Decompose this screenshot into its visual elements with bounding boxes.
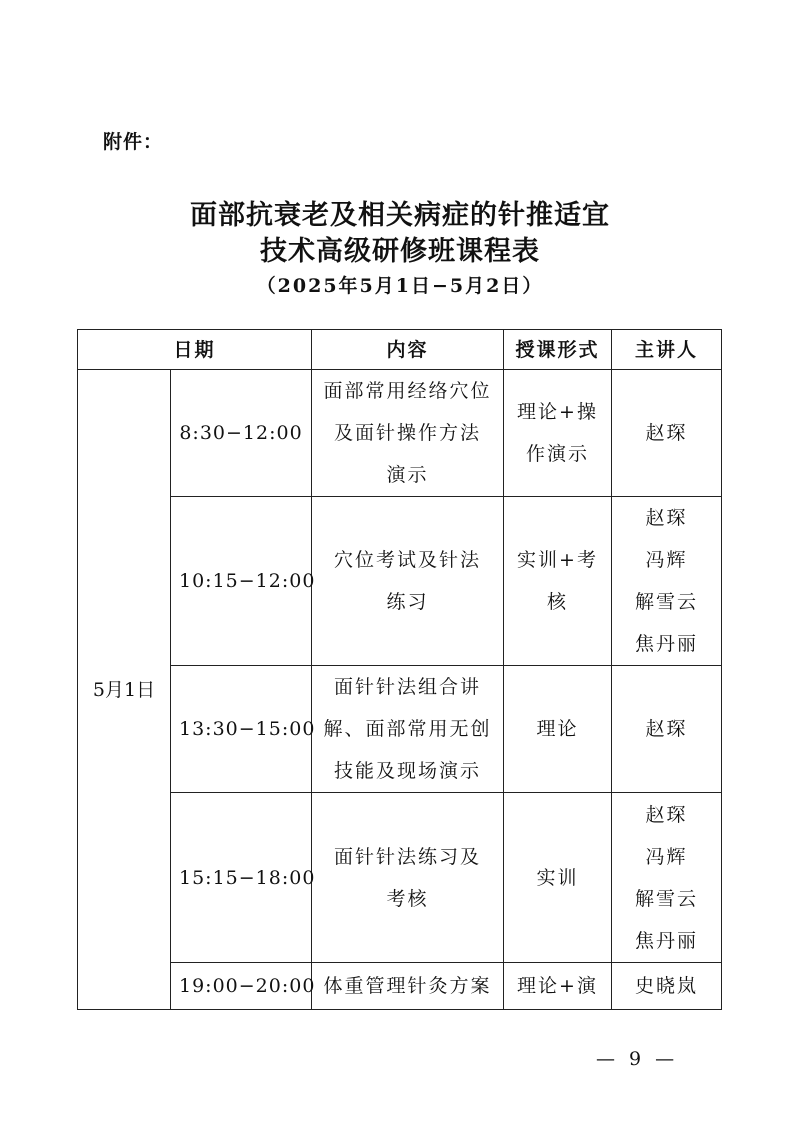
format-line: 核 bbox=[547, 591, 569, 613]
time-cell: 15:15−18:00 bbox=[171, 793, 312, 963]
table-row bbox=[78, 793, 722, 963]
format-cell bbox=[504, 497, 612, 666]
lecturer-name: 赵琛 bbox=[645, 507, 688, 529]
format-line: 理论+操 bbox=[517, 401, 598, 423]
lecturer-name: 赵琛 bbox=[645, 718, 688, 740]
course-schedule-table bbox=[77, 329, 722, 1010]
format-line: 作演示 bbox=[526, 443, 590, 465]
table-header-row bbox=[78, 330, 722, 370]
lecturer-name: 史晓岚 bbox=[635, 975, 699, 997]
content-cell bbox=[312, 370, 504, 497]
content-line: 解、面部常用无创 bbox=[323, 718, 492, 740]
document-title-line-2: 技术高级研修班课程表 bbox=[260, 236, 540, 267]
table-row bbox=[78, 370, 722, 497]
table-row bbox=[78, 497, 722, 666]
format-line: 实训+考 bbox=[517, 549, 598, 571]
time-cell: 19:00−20:00 bbox=[171, 963, 312, 1010]
time-cell: 8:30−12:00 bbox=[171, 370, 312, 497]
lecturer-name: 焦丹丽 bbox=[635, 633, 699, 655]
format-cell bbox=[504, 370, 612, 497]
content-line: 面针针法组合讲 bbox=[334, 676, 482, 698]
header-date: 日期 bbox=[78, 330, 312, 370]
format-line: 理论 bbox=[536, 718, 579, 740]
content-line: 面针针法练习及 bbox=[334, 845, 482, 868]
lecturer-cell bbox=[612, 497, 722, 666]
format-cell bbox=[504, 963, 612, 1010]
lecturer-name: 解雪云 bbox=[635, 591, 699, 613]
header-lecturer: 主讲人 bbox=[612, 330, 722, 370]
page-number: — 9 — bbox=[596, 1048, 679, 1070]
time-cell: 13:30−15:00 bbox=[171, 666, 312, 793]
lecturer-cell bbox=[612, 370, 722, 497]
lecturer-name: 焦丹丽 bbox=[635, 929, 699, 952]
content-line: 练习 bbox=[386, 591, 429, 613]
time-cell: 10:15−12:00 bbox=[171, 497, 312, 666]
table-row bbox=[78, 666, 722, 793]
lecturer-name: 冯辉 bbox=[645, 549, 688, 571]
lecturer-name: 赵琛 bbox=[645, 422, 688, 444]
format-cell bbox=[504, 666, 612, 793]
header-content: 内容 bbox=[312, 330, 504, 370]
content-cell bbox=[312, 666, 504, 793]
lecturer-name: 冯辉 bbox=[645, 845, 688, 868]
content-cell bbox=[312, 793, 504, 963]
content-cell bbox=[312, 963, 504, 1010]
content-line: 及面针操作方法 bbox=[334, 422, 482, 444]
content-line: 技能及现场演示 bbox=[334, 760, 482, 782]
lecturer-name: 解雪云 bbox=[635, 887, 699, 910]
lecturer-cell bbox=[612, 793, 722, 963]
content-line: 穴位考试及针法 bbox=[334, 549, 482, 571]
content-line: 演示 bbox=[386, 464, 429, 486]
format-cell bbox=[504, 793, 612, 963]
format-line: 理论+演 bbox=[517, 975, 598, 997]
document-title-line-1: 面部抗衰老及相关病症的针推适宜 bbox=[190, 200, 610, 231]
header-format: 授课形式 bbox=[504, 330, 612, 370]
content-cell bbox=[312, 497, 504, 666]
lecturer-name: 赵琛 bbox=[645, 803, 688, 826]
lecturer-cell bbox=[612, 666, 722, 793]
content-line: 面部常用经络穴位 bbox=[323, 380, 492, 402]
attachment-label: 附件： bbox=[103, 131, 164, 153]
content-line: 体重管理针灸方案 bbox=[323, 975, 492, 997]
date-range-subtitle: （2025年5月1日−5月2日） bbox=[256, 275, 544, 297]
day-cell: 5月1日 bbox=[78, 370, 171, 1010]
table-row bbox=[78, 963, 722, 1010]
format-line: 实训 bbox=[536, 866, 579, 889]
content-line: 考核 bbox=[386, 887, 429, 910]
lecturer-cell bbox=[612, 963, 722, 1010]
